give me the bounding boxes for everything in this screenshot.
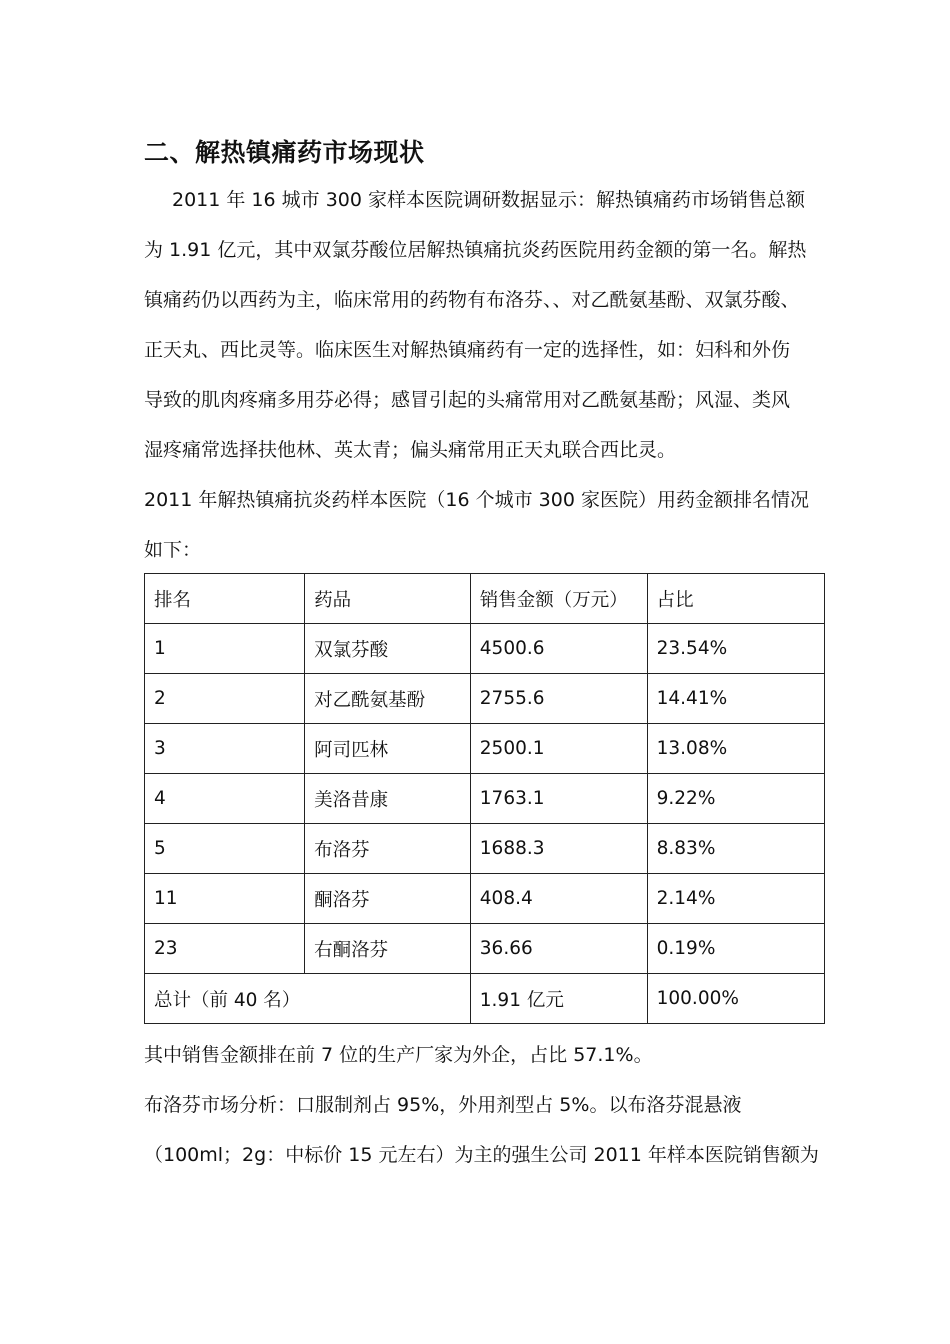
header-drug: 药品 xyxy=(305,574,471,624)
share-cell: 14.41% xyxy=(647,674,824,724)
header-amount: 销售金额（万元） xyxy=(470,574,647,624)
table-total-row xyxy=(145,974,825,1024)
summary-paragraph xyxy=(144,1030,834,1080)
table-row xyxy=(145,874,825,924)
paragraph-line: 镇痛药仍以西药为主，临床常用的药物有布洛芬、、对乙酰氨基酚、双氯芬酸、 xyxy=(144,289,800,311)
share-cell: 13.08% xyxy=(647,724,824,774)
paragraph-line: （100ml；2g：中标价 15 元左右）为主的强生公司 2011 年样本医院销售额为 xyxy=(144,1144,819,1166)
header-share: 占比 xyxy=(647,574,824,624)
drug-cell: 双氯芬酸 xyxy=(305,624,471,674)
amount-cell: 2500.1 xyxy=(470,724,647,774)
intro-paragraph xyxy=(144,175,834,475)
amount-cell: 4500.6 xyxy=(470,624,647,674)
paragraph-line: 其中销售金额排在前 7 位的生产厂家为外企，占比 57.1%。 xyxy=(144,1044,653,1066)
rank-cell: 5 xyxy=(145,824,305,874)
table-row xyxy=(145,824,825,874)
table-row xyxy=(145,924,825,974)
paragraph-line: 2011 年解热镇痛抗炎药样本医院（16 个城市 300 家医院）用药金额排名情况 xyxy=(144,489,809,511)
total-label-cell: 总计（前 40 名） xyxy=(145,974,471,1024)
drug-cell: 布洛芬 xyxy=(305,824,471,874)
share-cell: 8.83% xyxy=(647,824,824,874)
drug-cell: 阿司匹林 xyxy=(305,724,471,774)
table-row xyxy=(145,624,825,674)
ranking-table xyxy=(144,573,825,1024)
share-cell: 23.54% xyxy=(647,624,824,674)
share-cell: 9.22% xyxy=(647,774,824,824)
amount-cell: 2755.6 xyxy=(470,674,647,724)
amount-cell: 408.4 xyxy=(470,874,647,924)
rank-cell: 23 xyxy=(145,924,305,974)
table-intro-paragraph xyxy=(144,475,834,575)
drug-cell: 美洛昔康 xyxy=(305,774,471,824)
paragraph-line: 湿疼痛常选择扶他林、英太青；偏头痛常用正天丸联合西比灵。 xyxy=(144,439,677,461)
rank-cell: 1 xyxy=(145,624,305,674)
rank-cell: 3 xyxy=(145,724,305,774)
total-share-cell: 100.00% xyxy=(647,974,824,1024)
share-cell: 0.19% xyxy=(647,924,824,974)
drug-cell: 右酮洛芬 xyxy=(305,924,471,974)
amount-cell: 1763.1 xyxy=(470,774,647,824)
paragraph-line: 导致的肌肉疼痛多用芬必得；感冒引起的头痛常用对乙酰氨基酚；风湿、类风 xyxy=(144,389,791,411)
ibuprofen-paragraph xyxy=(144,1080,834,1180)
header-rank: 排名 xyxy=(145,574,305,624)
paragraph-line: 布洛芬市场分析：口服制剂占 95%，外用剂型占 5%。以布洛芬混悬液 xyxy=(144,1094,742,1116)
drug-cell: 对乙酰氨基酚 xyxy=(305,674,471,724)
total-amount-cell: 1.91 亿元 xyxy=(470,974,647,1024)
share-cell: 2.14% xyxy=(647,874,824,924)
table-row xyxy=(145,774,825,824)
section-heading: 二、解热镇痛药市场现状 xyxy=(144,138,425,167)
paragraph-line: 为 1.91 亿元，其中双氯芬酸位居解热镇痛抗炎药医院用药金额的第一名。解热 xyxy=(144,239,807,261)
table-row xyxy=(145,724,825,774)
paragraph-line: 正天丸、西比灵等。临床医生对解热镇痛药有一定的选择性，如：妇科和外伤 xyxy=(144,339,791,361)
rank-cell: 2 xyxy=(145,674,305,724)
amount-cell: 36.66 xyxy=(470,924,647,974)
rank-cell: 11 xyxy=(145,874,305,924)
paragraph-line: 如下： xyxy=(144,539,202,561)
drug-cell: 酮洛芬 xyxy=(305,874,471,924)
rank-cell: 4 xyxy=(145,774,305,824)
paragraph-line: 2011 年 16 城市 300 家样本医院调研数据显示：解热镇痛药市场销售总额 xyxy=(172,189,805,211)
table-header-row xyxy=(145,574,825,624)
amount-cell: 1688.3 xyxy=(470,824,647,874)
table-row xyxy=(145,674,825,724)
